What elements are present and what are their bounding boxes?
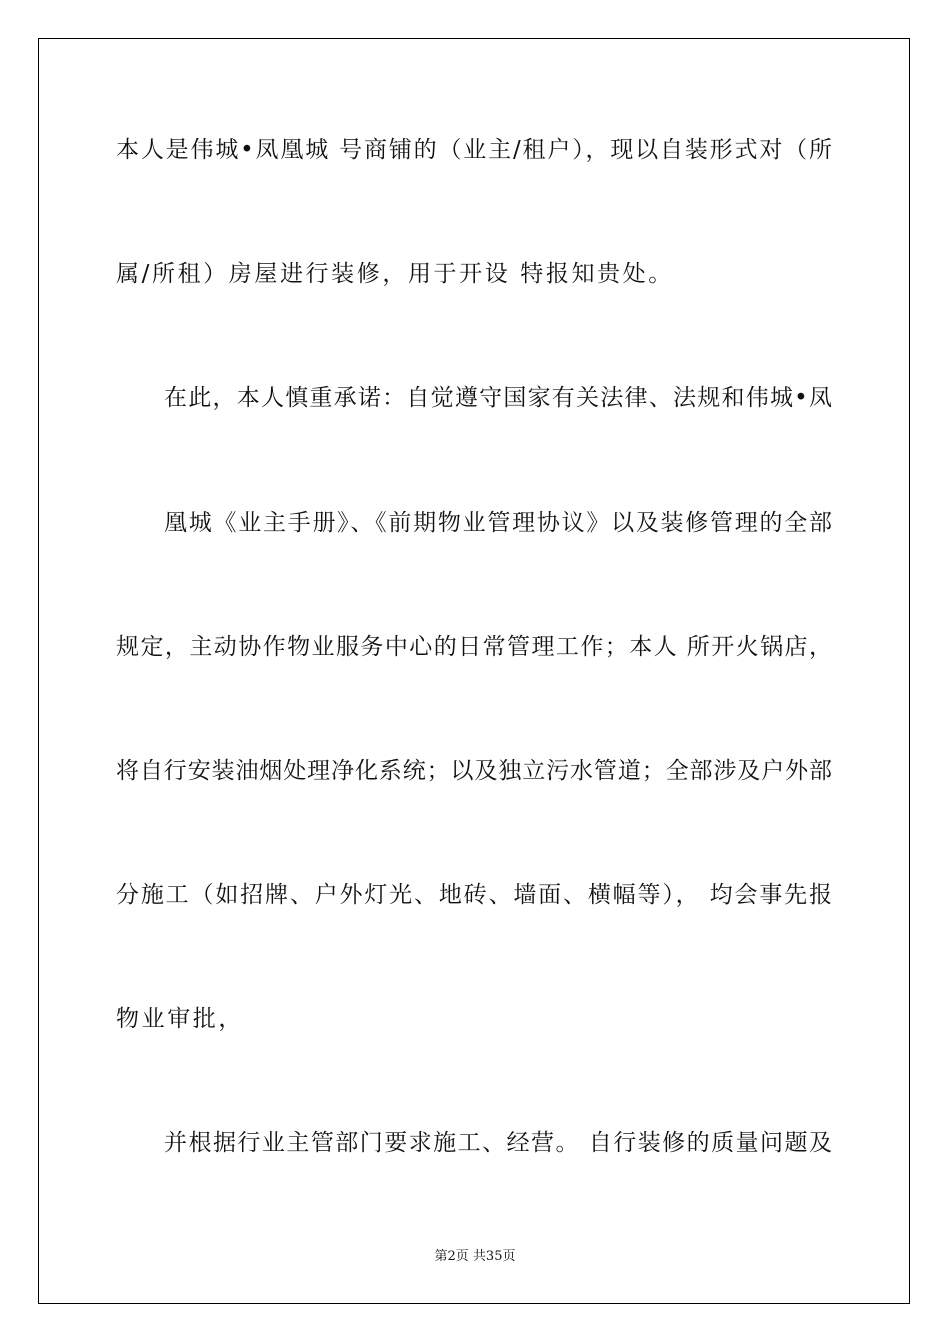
body-line-4: 凰城《业主手册》、《前期物业管理协议》以及装修管理的全部 (164, 510, 832, 536)
body-line-5: 规定，主动协作物业服务中心的日常管理工作；本人 所开火锅店， (116, 634, 832, 660)
body-line-6: 将自行安装油烟处理净化系统；以及独立污水管道；全部涉及户外部 (116, 758, 832, 784)
page-border (38, 38, 910, 1304)
body-line-2: 属/所租）房屋进行装修，用于开设 特报知贵处。 (116, 261, 674, 287)
body-line-3: 在此，本人慎重承诺：自觉遵守国家有关法律、法规和伟城•凤 (164, 385, 832, 411)
body-line-7: 分施工（如招牌、户外灯光、地砖、墙面、横幅等）， 均会事先报 (116, 882, 832, 908)
body-line-9: 并根据行业主管部门要求施工、经营。 自行装修的质量问题及 (164, 1130, 832, 1156)
body-line-1: 本人是伟城•凤凰城 号商铺的（业主/租户），现以自装形式对（所 (116, 137, 832, 163)
body-line-8: 物业审批， (116, 1006, 244, 1032)
page-number-footer: 第2页 共35页 (434, 1249, 516, 1264)
